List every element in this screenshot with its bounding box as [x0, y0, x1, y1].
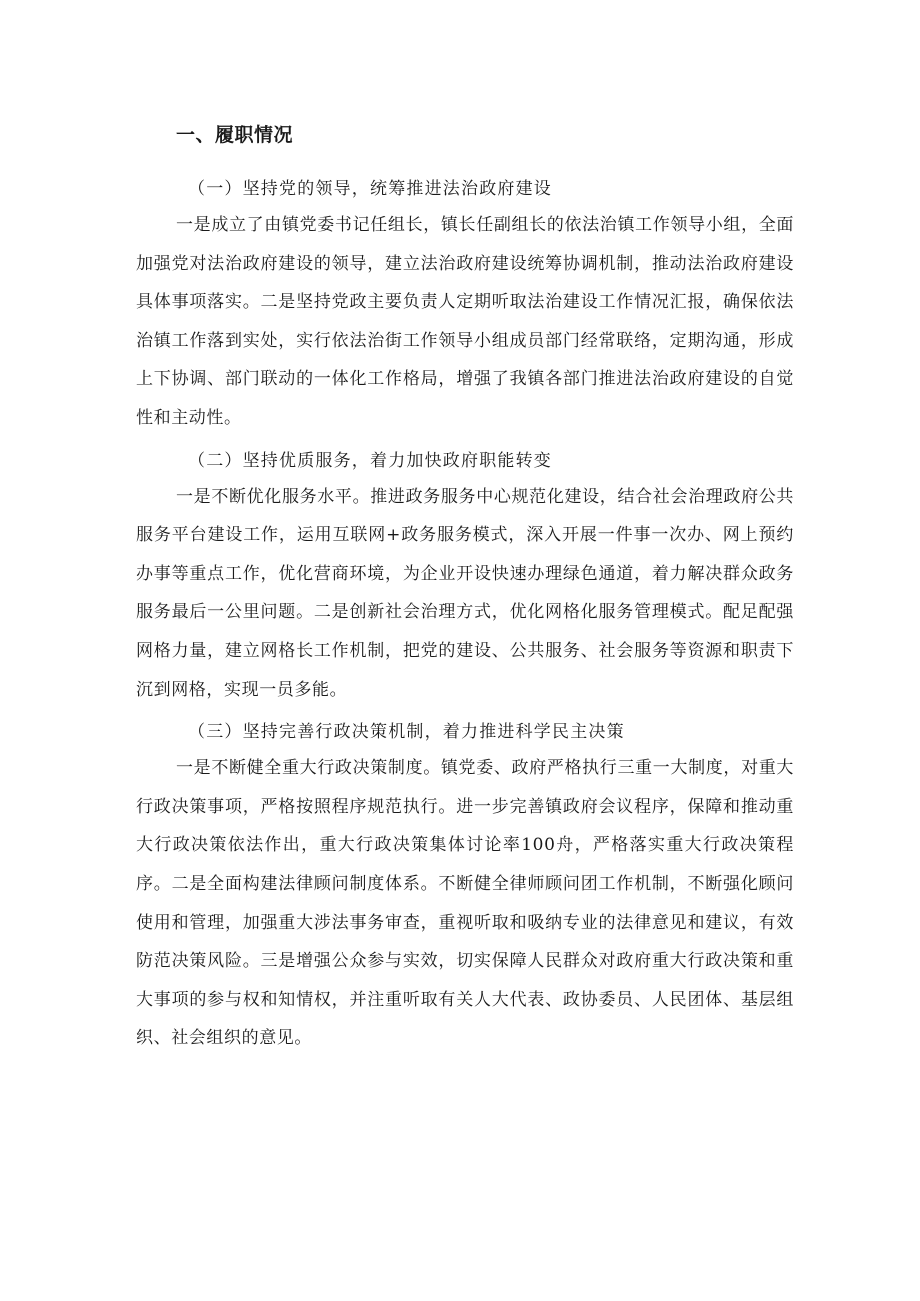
subsection-2 — [136, 444, 794, 710]
subsection-body-1: 一是成立了由镇党委书记任组长，镇长任副组长的依法治镇工作领导小组，全面加强党对法治政府建设的领导，建立法治政府建设统筹协调机制，推动法治政府建设具体事项落实。二是坚持党政主要负责人定期听取法治建设工作情况汇报，确保依法治镇工作落到实处，实行依法治街工作领导小组成员部门经常联络，定期沟通，形成上下协调、部门联动的一体化工作格局，增强了我镇各部门推进法治政府建设的自觉性和主动性。 — [136, 215, 794, 428]
subsection-heading-3: （三）坚持完善行政决策机制，着力推进科学民主决策 — [188, 722, 625, 743]
subsection-body-2: 一是不断优化服务水平。推进政务服务中心规范化建设，结合社会治理政府公共服务平台建设工作，运用互联网+政务服务模式，深入开展一件事一次办、网上预约办事等重点工作，优化营商环境，为企业开设快速办理绿色通道，着力解决群众政务服务最后一公里问题。二是创新社会治理方式，优化网格化服务管理模式。配足配强网格力量，建立网格长工作机制，把党的建设、公共服务、社会服务等资源和职责下沉到网格，实现一员多能。 — [136, 486, 794, 700]
subsection-3 — [136, 715, 794, 1058]
subsection-heading-2: （二）坚持优质服务，着力加快政府职能转变 — [188, 450, 552, 471]
document-content — [136, 118, 794, 1064]
section-title: 一、履职情况 — [176, 124, 294, 146]
subsection-1 — [136, 172, 794, 438]
subsection-body-3: 一是不断健全重大行政决策制度。镇党委、政府严格执行三重一大制度，对重大行政决策事项，严格按照程序规范执行。进一步完善镇政府会议程序，保障和推动重大行政决策依法作出，重大行政决策集体讨论率100舟，严格落实重大行政决策程序。二是全面构建法律顾问制度体系。不断健全律师顾问团工作机制，不断强化顾问使用和管理，加强重大涉法事务审查，重视听取和吸纳专业的法律意见和建议，有效防范决策风险。三是增强公众参与实效，切实保障人民群众对政府重大行政决策和重大事项的参与权和知情权，并注重听取有关人大代表、政协委员、人民团体、基层组织、社会组织的意见。 — [136, 758, 794, 1049]
subsection-heading-1: （一）坚持党的领导，统筹推进法治政府建设 — [188, 179, 552, 199]
